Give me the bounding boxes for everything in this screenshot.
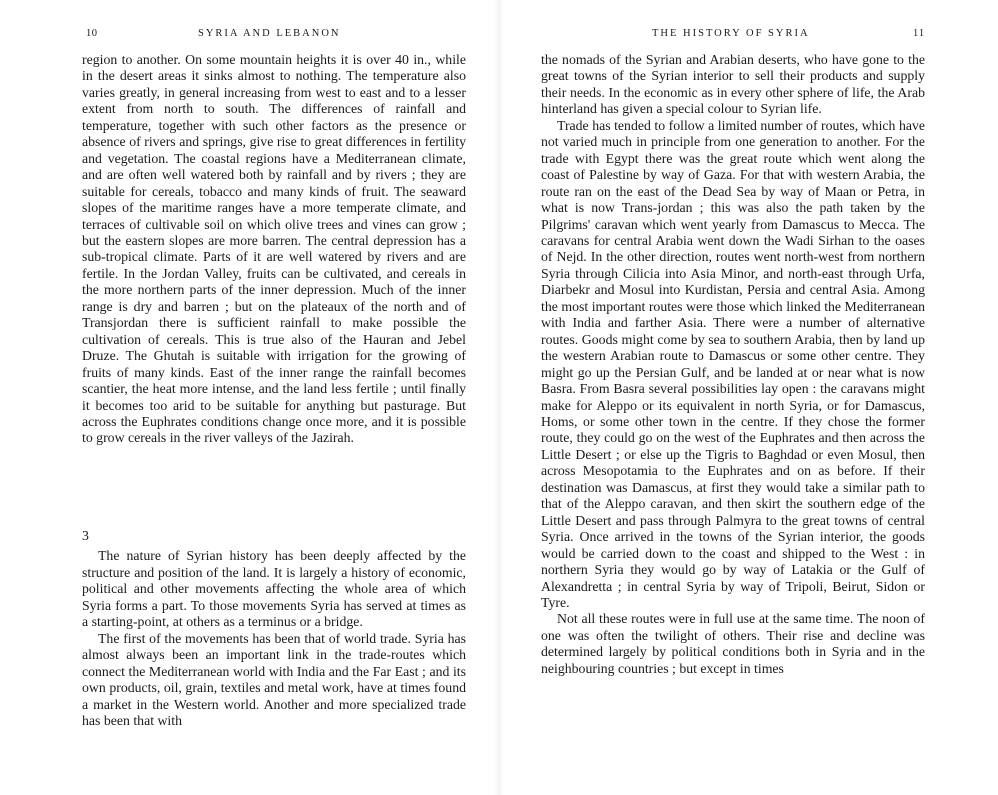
left-continued-paragraph: region to another. On some mountain heights it is over 40 in., while in the desert areas it sinks almost to nothing. The temperature also varies greatly, in general increasing from west to east and to a lesser extent from north to south. The differences of rainfall and temperature, together with such other factors as the presence or absence of rivers and springs, give rise to great differences in fertility and vegetation. The coastal regions have a Mediterranean climate, and are often well watered both by rainfall and by rivers ; they are suitable for cereals, tobacco and many kinds of fruit. The seaward slopes of the maritime ranges have a more temperate climate, and terraces of cultivable soil on which olive trees and vines can grow ; but the eastern slopes are more barren. The central depression has a sub-tropical climate. Parts of it are well watered by rivers and are fertile. In the Jordan Valley, fruits can be cultivated, and cereals in the more northern parts of the inner depression. Much of the inner range is dry and barren ; but on the plateaux of the north and of Transjordan there is sufficient rainfall to make possible the cultivation of cereals. This is true also of the Hauran and Jebel Druze. The Ghutah is suitable with irrigation for the growing of fruits of many kinds. East of the inner range the rainfall becomes scantier, the heat more intense, and the land less fertile ; until finally it becomes too arid to be suitable for anything but pasturage. But across the Euphrates conditions change once more, and it is possible to grow cereals in the river valleys of the Jazirah. <box>82 52 466 446</box>
right-continued-paragraph: the nomads of the Syrian and Arabian deserts, who have gone to the great towns of the Syrian interior to sell their products and supply their needs. In the economic as in every other sphere of life, the Arab hinterland has given a special colour to Syrian life. <box>541 52 925 117</box>
right-paragraph-2: Not all these routes were in full use at the same time. The noon of one was often the twilight of others. Their rise and decline was determined largely by political conditions both in Syria and in the neighbouring countries ; but except in times <box>541 611 925 676</box>
right-page-number: 11 <box>913 28 926 39</box>
right-page <box>499 0 998 795</box>
left-body-text-section <box>82 528 466 729</box>
right-paragraph-1: Trade has tended to follow a limited number of routes, which have not varied much in principle from one generation to another. For the trade with Egypt there was the great route which went along the coast of Palestine by way of Gaza. For that with western Arabia, the route ran on the east of the Dead Sea by way of Maan or Petra, in what is now Trans-jordan ; this was also the path taken by the Pilgrims' caravan which went yearly from Damascus to Mecca. The caravans for central Arabia went down the Wadi Sirhan to the oases of Nejd. In the other direction, routes went north-west from northern Syria through Cilicia into Asia Minor, and north-east through Urfa, Diarbekr and Mosul into Kurdistan, Persia and central Asia. Among the most important routes were those which linked the Mediterranean with India and farther Asia. There were a number of alternative routes. Goods might come by sea to southern Arabia, then by land up the western Arabian route to Damascus or some other centre. They might go up the Persian Gulf, and be landed at or near what is now Basra. From Basra several possibilities lay open : the caravans might make for Aleppo or its equivalent in north Syria, or for Damascus, Homs, or some other town in the centre. If they chose the former route, they could go on the west of the Euphrates and then across the Little Desert ; or else up the Tigris to Baghdad or even Mosul, then across Mesopotamia to the Euphrates and on as before. If their destination was Damascus, at first they would take a similar path to that of the Aleppo caravan, and then skirt the southern edge of the Little Desert and pass through Palmyra to the great towns of central Syria. Once arrived in the towns of the Syrian interior, the goods would be carried down to the coast and shipped to the West : in northern Syria they would go by way of Latakia or the Gulf of Alexandretta ; in central Syria by way of Tripoli, Beirut, Sidon or Tyre. <box>541 117 925 610</box>
section-number: 3 <box>82 528 89 543</box>
left-body-text-top <box>82 52 466 447</box>
right-body-text <box>541 52 925 677</box>
left-running-title: SYRIA AND LEBANON <box>198 28 341 39</box>
left-paragraph-1: The nature of Syrian history has been deeply affected by the structure and position of the land. It is largely a history of economic, political and other movements affecting the whole area of which Syria forms a part. To those movements Syria has served at times as a starting-point, at others as a terminus or a bridge. <box>82 548 466 630</box>
left-paragraph-2: The first of the movements has been that of world trade. Syria has almost always been an important link in the trade-routes which connect the Mediterranean world with India and the Far East ; and its own products, oil, grain, textiles and metal work, have at times found a market in the Western world. Another and more specialized trade has been that with <box>82 630 466 728</box>
left-page-number: 10 <box>86 28 98 39</box>
right-running-title: THE HISTORY OF SYRIA <box>652 28 810 39</box>
